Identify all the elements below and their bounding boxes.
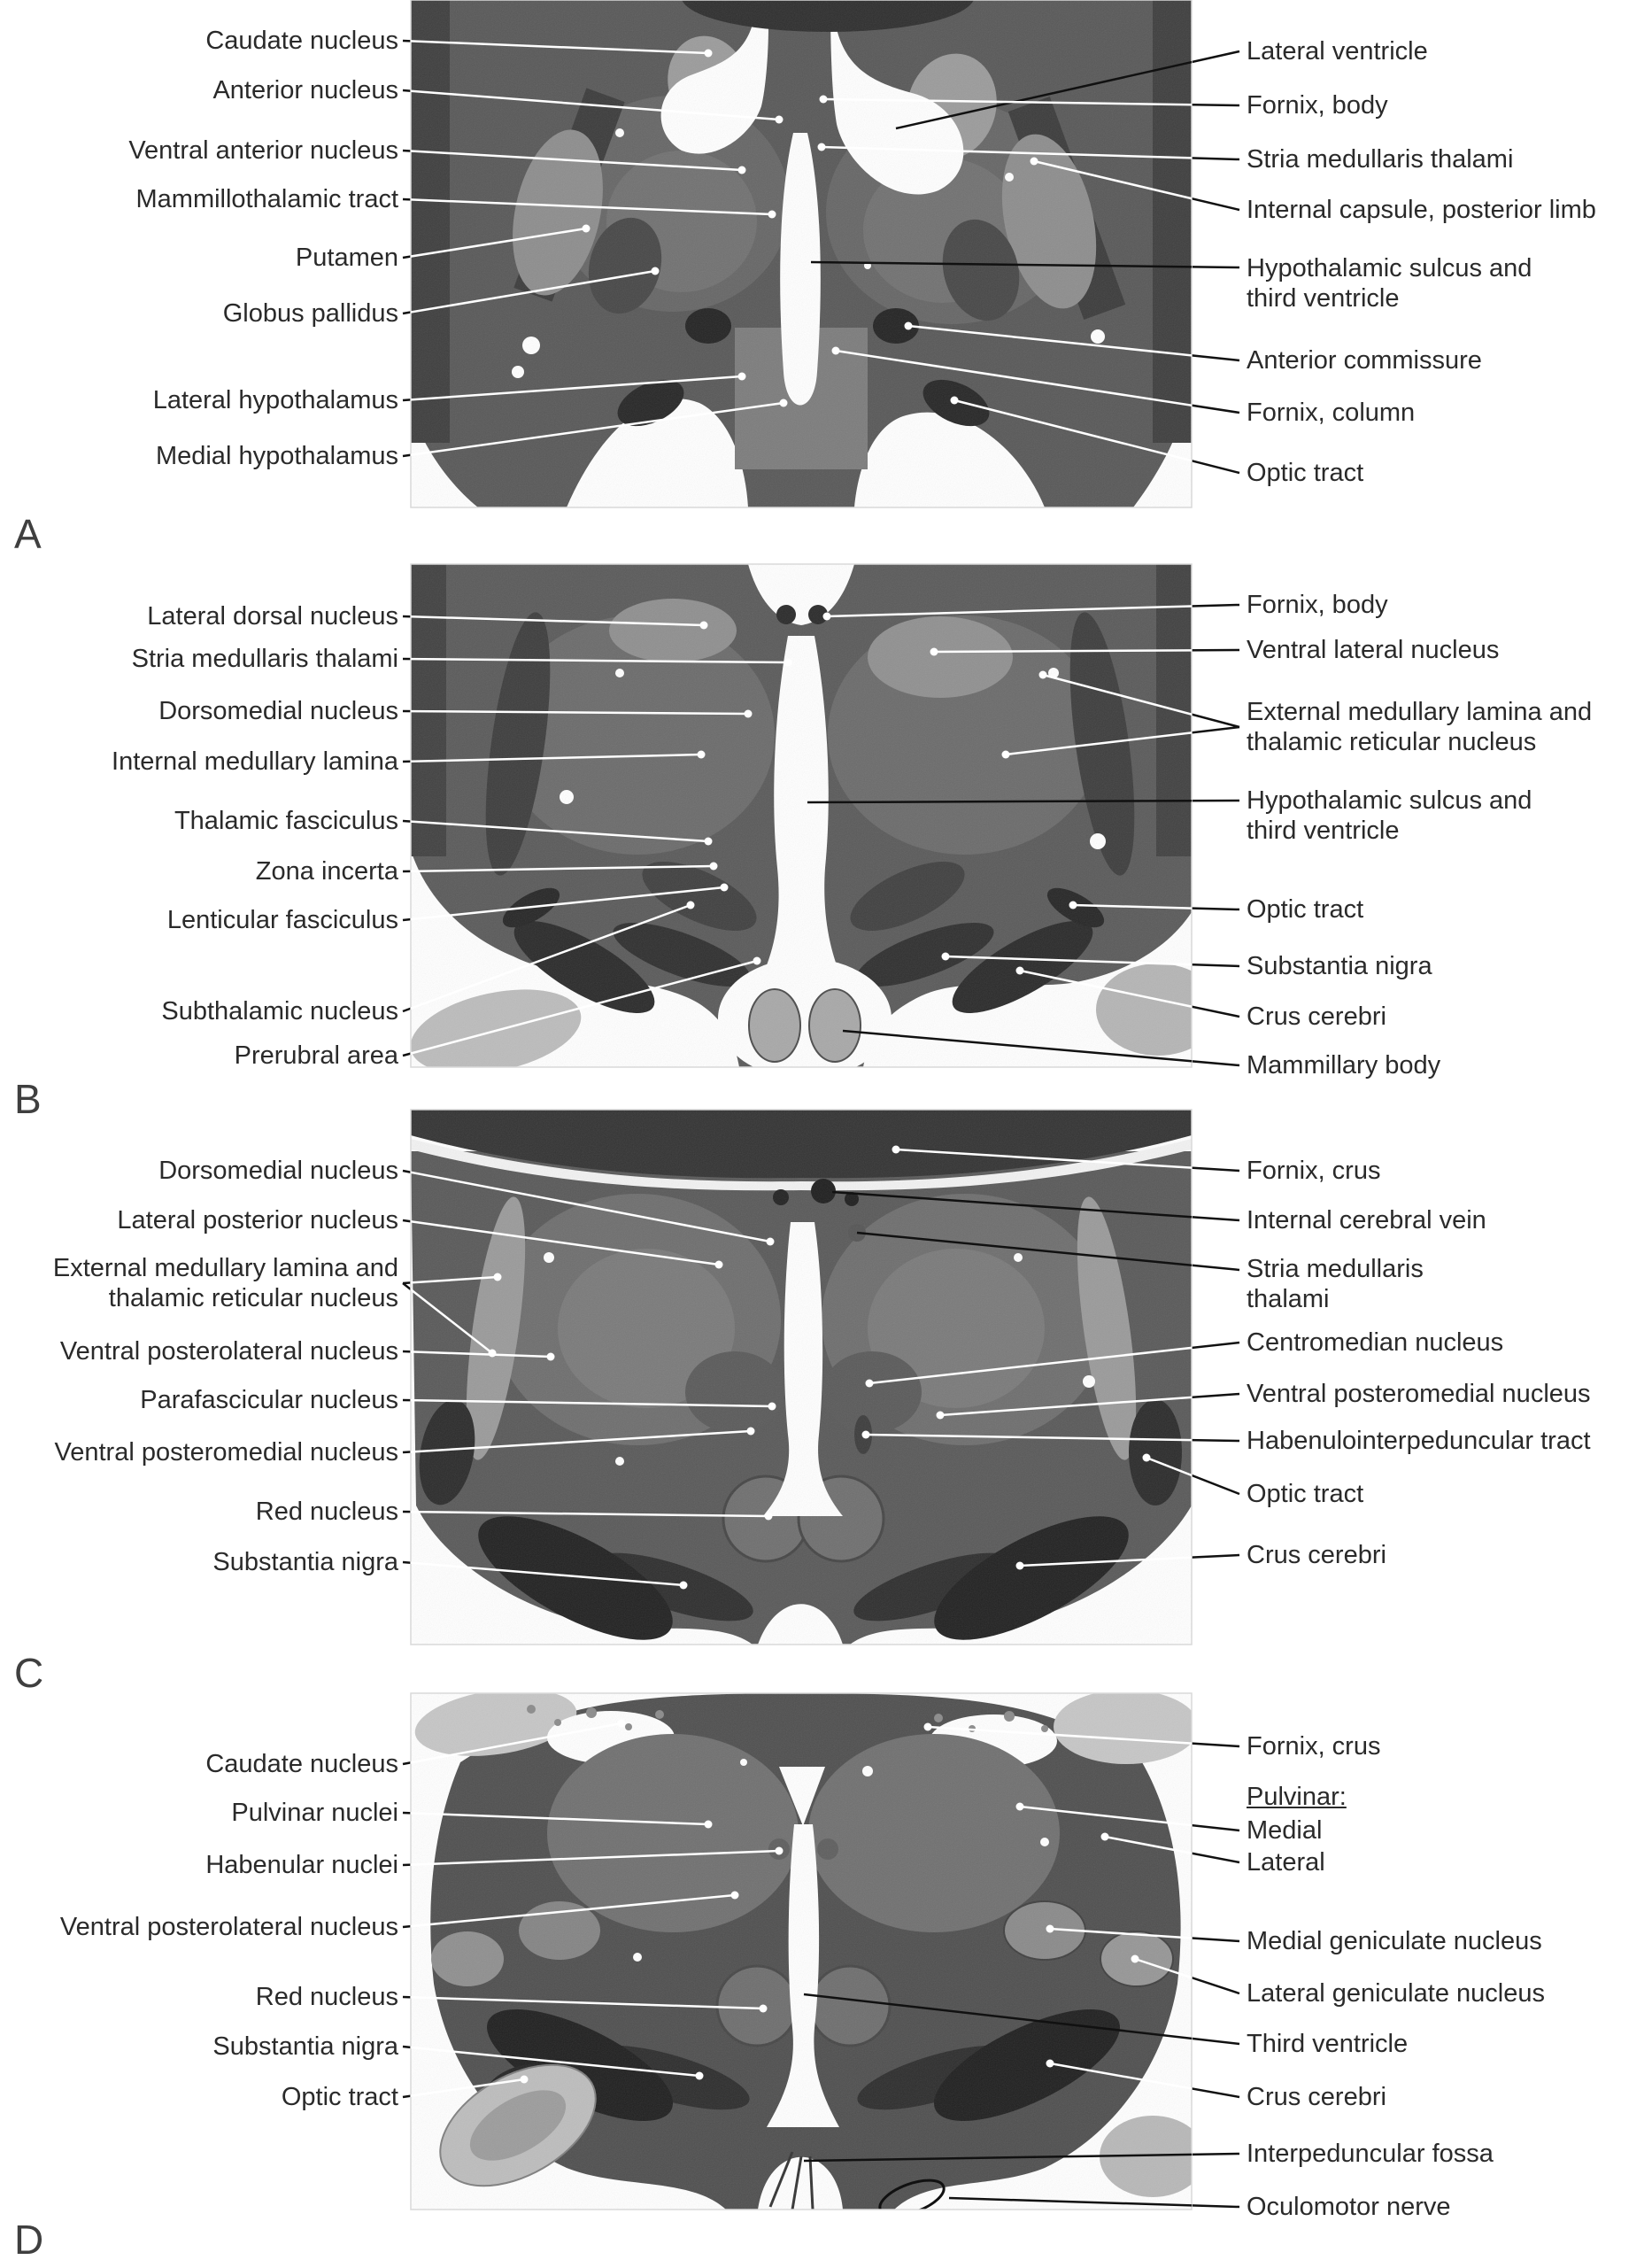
label-d-crus-cerebri bbox=[1247, 2082, 1386, 2112]
label-d-lateral-geniculate-nucleus bbox=[1247, 1978, 1545, 2008]
leader-dot bbox=[738, 166, 746, 174]
label-b-fornix-body bbox=[1247, 590, 1388, 620]
label-a-anterior-nucleus bbox=[0, 75, 398, 105]
label-b-subthalamic-nucleus bbox=[0, 996, 398, 1026]
label-text: Lenticular fasciculus bbox=[166, 906, 398, 934]
label-b-external-medullary-lamina-and bbox=[1247, 697, 1592, 757]
label-text: Zona incerta bbox=[255, 857, 398, 886]
label-a-medial-hypothalamus bbox=[0, 441, 398, 471]
leader-dot bbox=[1016, 967, 1024, 975]
leader-dot bbox=[892, 1146, 900, 1154]
label-text: Lateral dorsal nucleus bbox=[147, 602, 398, 631]
leader-dot bbox=[1143, 1454, 1151, 1462]
label-text: Habenular nuclei bbox=[205, 1851, 398, 1879]
leader-dot bbox=[705, 838, 713, 846]
label-c-substantia-nigra bbox=[0, 1547, 398, 1577]
leader-dot bbox=[776, 116, 784, 124]
label-a-caudate-nucleus bbox=[0, 26, 398, 56]
label-c-lateral-posterior-nucleus bbox=[0, 1205, 398, 1235]
label-c-ventral-posteromedial-nucleus bbox=[0, 1437, 398, 1467]
label-a-mammillothalamic-tract bbox=[0, 184, 398, 214]
label-a-lateral-hypothalamus bbox=[0, 385, 398, 415]
label-a-putamen bbox=[0, 243, 398, 273]
panel-letter-d: D bbox=[14, 2217, 44, 2260]
label-text: third ventricle bbox=[1247, 817, 1400, 845]
label-c-fornix-crus bbox=[1247, 1156, 1380, 1186]
label-text: Red nucleus bbox=[255, 1498, 398, 1526]
leader-dot bbox=[753, 957, 761, 965]
leader-dot bbox=[547, 1353, 555, 1361]
label-d-lateral bbox=[1247, 1847, 1325, 1877]
label-text: Globus pallidus bbox=[222, 299, 398, 328]
label-text: Caudate nucleus bbox=[205, 1750, 398, 1778]
leader-dot bbox=[705, 1821, 713, 1829]
label-a-optic-tract bbox=[1247, 458, 1363, 488]
label-text: Substantia nigra bbox=[1247, 952, 1432, 980]
label-b-lenticular-fasciculus bbox=[0, 905, 398, 935]
label-text: Optic tract bbox=[1247, 459, 1364, 487]
label-d-substantia-nigra bbox=[0, 2032, 398, 2062]
label-text: Lateral hypothalamus bbox=[152, 386, 398, 414]
label-text: Ventral anterior nucleus bbox=[128, 136, 398, 165]
leader-dot bbox=[924, 1723, 932, 1731]
label-text: Thalamic fasciculus bbox=[174, 807, 398, 835]
label-text: Ventral lateral nucleus bbox=[1247, 636, 1500, 664]
label-text: Pulvinar nuclei bbox=[231, 1799, 398, 1827]
label-b-stria-medullaris-thalami bbox=[0, 644, 398, 674]
label-text: Optic tract bbox=[281, 2083, 398, 2111]
label-text: Pulvinar: bbox=[1247, 1783, 1347, 1811]
label-d-habenular-nuclei bbox=[0, 1850, 398, 1880]
label-text: Centromedian nucleus bbox=[1247, 1328, 1504, 1357]
label-text: Subthalamic nucleus bbox=[161, 997, 398, 1026]
label-text: Medial hypothalamus bbox=[155, 442, 398, 470]
leader-dot bbox=[937, 1412, 945, 1420]
label-text: Anterior commissure bbox=[1247, 346, 1482, 375]
label-c-stria-medullaris bbox=[1247, 1254, 1424, 1314]
leader-dot bbox=[696, 2072, 704, 2080]
leader-dot bbox=[930, 648, 938, 656]
label-text: Oculomotor nerve bbox=[1247, 2193, 1451, 2221]
leader-dot bbox=[745, 710, 753, 718]
leader-dot bbox=[1046, 2060, 1054, 2068]
leader-dot bbox=[862, 1431, 870, 1439]
label-text: Prerubral area bbox=[234, 1041, 398, 1070]
leader-dot bbox=[942, 953, 950, 961]
leader-dot bbox=[1016, 1803, 1024, 1811]
label-c-dorsomedial-nucleus bbox=[0, 1156, 398, 1186]
label-text: Substantia nigra bbox=[212, 2032, 398, 2061]
label-a-anterior-commissure bbox=[1247, 345, 1482, 375]
label-d-oculomotor-nerve bbox=[1247, 2192, 1451, 2222]
leader-dot bbox=[823, 613, 831, 621]
label-text: Internal medullary lamina bbox=[112, 747, 398, 776]
label-d-caudate-nucleus bbox=[0, 1749, 398, 1779]
leader-dot bbox=[618, 1720, 626, 1728]
leader-dot bbox=[784, 659, 792, 667]
label-d-red-nucleus bbox=[0, 1982, 398, 2012]
label-c-habenulointerpeduncular-tract bbox=[1247, 1426, 1591, 1456]
label-b-hypothalamic-sulcus-and bbox=[1247, 786, 1532, 846]
label-a-fornix-column bbox=[1247, 398, 1415, 428]
leader-dot bbox=[489, 1350, 497, 1358]
label-text: Dorsomedial nucleus bbox=[158, 697, 398, 725]
label-text: Medial bbox=[1247, 1816, 1323, 1845]
label-text: Hypothalamic sulcus and bbox=[1247, 786, 1532, 815]
label-d-optic-tract bbox=[0, 2082, 398, 2112]
label-d-pulvinar bbox=[1247, 1782, 1347, 1812]
label-a-fornix-body bbox=[1247, 90, 1388, 120]
label-text: Anterior nucleus bbox=[212, 76, 398, 104]
label-d-ventral-posterolateral-nucleus bbox=[0, 1912, 398, 1942]
leader-dot bbox=[760, 2005, 768, 2013]
leader-dot bbox=[747, 1428, 755, 1436]
label-c-parafascicular-nucleus bbox=[0, 1385, 398, 1415]
label-text: Substantia nigra bbox=[212, 1548, 398, 1576]
label-d-medial bbox=[1247, 1815, 1322, 1846]
label-a-hypothalamic-sulcus-and bbox=[1247, 253, 1532, 313]
label-b-lateral-dorsal-nucleus bbox=[0, 601, 398, 631]
label-a-internal-capsule-posterior-limb bbox=[1247, 195, 1596, 225]
label-c-ventral-posterolateral-nucleus bbox=[0, 1336, 398, 1366]
leader-dot bbox=[951, 397, 959, 405]
leader-dot bbox=[652, 267, 660, 275]
leader-dot bbox=[768, 1403, 776, 1411]
leader-dot bbox=[715, 1261, 723, 1269]
leader-dot bbox=[768, 211, 776, 219]
leader-dot bbox=[1131, 1955, 1139, 1963]
label-text: Habenulointerpeduncular tract bbox=[1247, 1427, 1591, 1455]
label-text: thalamic reticular nucleus bbox=[108, 1284, 398, 1312]
panel-letter-c: C bbox=[14, 1650, 44, 1696]
label-text: Lateral bbox=[1247, 1848, 1325, 1877]
label-b-crus-cerebri bbox=[1247, 1002, 1386, 1032]
label-text: thalamic reticular nucleus bbox=[1247, 728, 1537, 756]
label-text: Stria medullaris bbox=[1247, 1255, 1424, 1283]
label-d-pulvinar-nuclei bbox=[0, 1798, 398, 1828]
label-text: Optic tract bbox=[1247, 1480, 1364, 1508]
leader-dot bbox=[820, 96, 828, 104]
leader-dot bbox=[700, 622, 708, 630]
label-text: Interpeduncular fossa bbox=[1247, 2140, 1494, 2168]
label-text: Crus cerebri bbox=[1247, 2083, 1386, 2111]
panel-letter-b: B bbox=[14, 1076, 42, 1122]
leader-dot bbox=[818, 143, 826, 151]
label-text: Ventral posterolateral nucleus bbox=[59, 1337, 398, 1366]
leader-dot bbox=[698, 751, 706, 759]
label-a-globus-pallidus bbox=[0, 298, 398, 329]
label-c-external-medullary-lamina-and bbox=[0, 1253, 398, 1313]
label-text: Medial geniculate nucleus bbox=[1247, 1927, 1542, 1955]
label-b-internal-medullary-lamina bbox=[0, 747, 398, 777]
label-text: Fornix, crus bbox=[1247, 1157, 1381, 1185]
label-text: thalami bbox=[1247, 1285, 1330, 1313]
label-b-thalamic-fasciculus bbox=[0, 806, 398, 836]
label-text: third ventricle bbox=[1247, 284, 1400, 313]
leader-dot bbox=[1101, 1833, 1109, 1841]
leader-dot bbox=[705, 50, 713, 58]
label-text: Crus cerebri bbox=[1247, 1002, 1386, 1031]
leader-dot bbox=[767, 1238, 775, 1246]
leader-dot bbox=[1046, 1925, 1054, 1933]
label-d-third-ventricle bbox=[1247, 2029, 1408, 2059]
label-text: Dorsomedial nucleus bbox=[158, 1157, 398, 1185]
label-text: Lateral ventricle bbox=[1247, 37, 1428, 66]
label-text: Mammillary body bbox=[1247, 1051, 1441, 1080]
label-b-prerubral-area bbox=[0, 1041, 398, 1071]
label-text: Stria medullaris thalami bbox=[131, 645, 398, 673]
label-d-medial-geniculate-nucleus bbox=[1247, 1926, 1542, 1956]
label-b-substantia-nigra bbox=[1247, 951, 1432, 981]
label-a-stria-medullaris-thalami bbox=[1247, 144, 1513, 174]
label-text: External medullary lamina and bbox=[1247, 698, 1593, 726]
leader-dot bbox=[780, 399, 788, 407]
label-d-interpeduncular-fossa bbox=[1247, 2139, 1494, 2169]
brain-section-photo-c bbox=[411, 1110, 1192, 1664]
label-text: Caudate nucleus bbox=[205, 27, 398, 55]
label-text: Ventral posterolateral nucleus bbox=[59, 1913, 398, 1941]
label-text: Optic tract bbox=[1247, 895, 1364, 924]
label-text: Parafascicular nucleus bbox=[140, 1386, 398, 1414]
label-text: Lateral geniculate nucleus bbox=[1247, 1979, 1545, 2008]
leader-dot bbox=[1039, 671, 1047, 679]
label-c-internal-cerebral-vein bbox=[1247, 1205, 1486, 1235]
label-text: Internal cerebral vein bbox=[1247, 1206, 1486, 1234]
leader-dot bbox=[680, 1582, 688, 1590]
leader-dot bbox=[738, 373, 746, 381]
leader-dot bbox=[905, 322, 913, 330]
leader-dot bbox=[866, 1380, 874, 1388]
label-c-optic-tract bbox=[1247, 1479, 1363, 1509]
label-text: Red nucleus bbox=[255, 1983, 398, 2011]
label-text: Internal capsule, posterior limb bbox=[1247, 196, 1596, 224]
label-text: Mammillothalamic tract bbox=[135, 185, 398, 213]
label-text: Fornix, column bbox=[1247, 399, 1416, 427]
leader-dot bbox=[1031, 158, 1038, 166]
label-text: Fornix, body bbox=[1247, 91, 1388, 120]
label-text: Lateral posterior nucleus bbox=[117, 1206, 398, 1234]
leader-dot bbox=[494, 1273, 502, 1281]
leader-dot bbox=[832, 347, 840, 355]
label-c-crus-cerebri bbox=[1247, 1540, 1386, 1570]
label-text: Putamen bbox=[295, 244, 398, 272]
leader-dot bbox=[731, 1892, 739, 1900]
label-text: Ventral posteromedial nucleus bbox=[1247, 1380, 1591, 1408]
label-b-dorsomedial-nucleus bbox=[0, 696, 398, 726]
leader-dot bbox=[1016, 1562, 1024, 1570]
leader-dot bbox=[721, 884, 729, 892]
leader-dot bbox=[765, 1513, 773, 1521]
leader-dot bbox=[776, 1847, 784, 1855]
leader-dot bbox=[521, 2076, 529, 2084]
label-b-optic-tract bbox=[1247, 894, 1363, 925]
label-text: Ventral posteromedial nucleus bbox=[54, 1438, 398, 1467]
label-text: Third ventricle bbox=[1247, 2030, 1409, 2058]
label-c-ventral-posteromedial-nucleus bbox=[1247, 1379, 1591, 1409]
label-a-ventral-anterior-nucleus bbox=[0, 135, 398, 166]
leader-dot bbox=[710, 863, 718, 871]
label-a-lateral-ventricle bbox=[1247, 36, 1428, 66]
leader-dot bbox=[687, 902, 695, 909]
brain-section-photo-d bbox=[411, 1680, 1206, 2223]
leader-dot bbox=[1002, 751, 1010, 759]
brain-section-photo-b bbox=[403, 564, 1220, 1087]
label-text: Hypothalamic sulcus and bbox=[1247, 254, 1532, 282]
label-b-ventral-lateral-nucleus bbox=[1247, 635, 1499, 665]
leader-dot bbox=[1069, 902, 1077, 909]
label-d-fornix-crus bbox=[1247, 1731, 1380, 1761]
label-b-zona-incerta bbox=[0, 856, 398, 886]
label-text: Fornix, body bbox=[1247, 591, 1388, 619]
label-text: Crus cerebri bbox=[1247, 1541, 1386, 1569]
label-text: Fornix, crus bbox=[1247, 1732, 1381, 1761]
leader-dot bbox=[583, 225, 591, 233]
label-c-red-nucleus bbox=[0, 1497, 398, 1527]
label-text: External medullary lamina and bbox=[52, 1254, 398, 1282]
label-b-mammillary-body bbox=[1247, 1050, 1440, 1080]
label-c-centromedian-nucleus bbox=[1247, 1327, 1503, 1358]
label-text: Stria medullaris thalami bbox=[1247, 145, 1514, 174]
panel-letter-a: A bbox=[14, 511, 42, 557]
